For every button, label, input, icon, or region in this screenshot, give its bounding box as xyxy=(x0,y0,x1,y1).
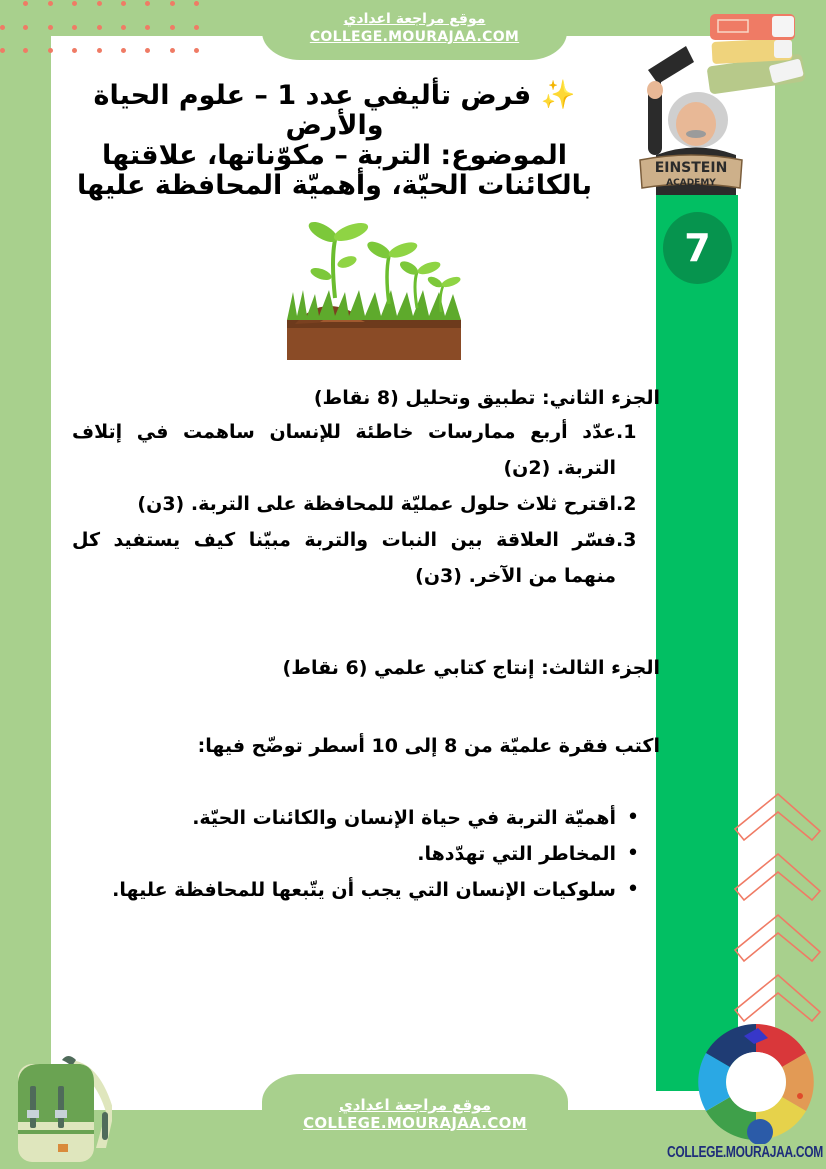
question-text: اقترح ثلاث حلول عمليّة للمحافظة على التربة. (3ن) xyxy=(137,493,616,515)
footer-site-tab xyxy=(262,1074,568,1134)
page-number-badge: 7 xyxy=(663,212,732,284)
part3-heading: الجزء الثالث: إنتاج كتابي علمي (6 نقاط) xyxy=(282,657,660,679)
einstein-mascot-icon xyxy=(636,40,746,200)
frame-left-border xyxy=(0,0,51,1169)
header-site-tab xyxy=(262,0,567,60)
exam-title xyxy=(62,80,607,201)
bullet-item xyxy=(72,800,650,836)
bullet-item xyxy=(72,872,650,908)
question-number: 1. xyxy=(616,421,637,443)
header-site-url-link[interactable]: COLLEGE.MOURAJAA.COM xyxy=(309,29,520,45)
footer-logo-url[interactable]: COLLEGE.MOURAJAA.COM xyxy=(667,1142,824,1162)
chevron-up-decoration-icon xyxy=(734,790,826,1040)
question-item xyxy=(72,486,650,522)
bullet-text: أهميّة التربة في حياة الإنسان والكائنات الحيّة. xyxy=(192,807,616,829)
svg-text:ACADEMY: ACADEMY xyxy=(666,178,716,188)
footer-site-name-link[interactable]: موقع مراجعة اعدادي xyxy=(339,1096,491,1114)
bullet-item xyxy=(72,836,650,872)
bullet-icon: • xyxy=(626,877,640,902)
header-site-name-link[interactable]: موقع مراجعة اعدادي xyxy=(343,11,486,27)
svg-text:EINSTEIN: EINSTEIN xyxy=(654,160,728,176)
page-number-column xyxy=(656,195,738,1091)
question-item xyxy=(72,522,650,594)
question-number: 3. xyxy=(616,529,637,551)
title-line-1: ✨ فرض تأليفي عدد 1 – علوم الحياة والأرض xyxy=(93,78,576,141)
sparkle-icon: ✨ xyxy=(540,78,576,111)
backpack-icon xyxy=(10,1052,112,1164)
title-line-2-subject: الموضوع: التربة – مكوّناتها، علاقتها بالكائنات الحيّة، وأهميّة المحافظة عليها xyxy=(77,140,592,201)
plant-soil-illustration xyxy=(285,220,463,360)
subjects-wheel-logo-icon xyxy=(694,1020,818,1144)
bullet-text: المخاطر التي تهدّدها. xyxy=(417,843,616,865)
footer-site-url-link[interactable]: COLLEGE.MOURAJAA.COM xyxy=(303,1114,527,1132)
question-item xyxy=(72,414,650,486)
bullet-icon: • xyxy=(626,805,640,830)
part3-instruction: اكتب فقرة علميّة من 8 إلى 10 أسطر توضّح فيها: xyxy=(197,735,660,757)
bullet-text: سلوكيات الإنسان التي يجب أن يتّبعها للمحافظة عليها. xyxy=(112,879,616,901)
question-text: عدّد أربع ممارسات خاطئة للإنسان ساهمت في إتلاف التربة. (2ن) xyxy=(72,421,616,479)
part2-heading: الجزء الثاني: تطبيق وتحليل (8 نقاط) xyxy=(313,387,660,409)
dot-pattern-decoration xyxy=(0,0,200,60)
question-number: 2. xyxy=(616,493,637,515)
question-text: فسّر العلاقة بين النبات والتربة مبيّنا كيف يستفيد كل منهما من الآخر. (3ن) xyxy=(72,529,616,587)
part2-question-list xyxy=(72,414,650,594)
part3-bullet-list xyxy=(72,800,650,908)
bullet-icon: • xyxy=(626,841,640,866)
